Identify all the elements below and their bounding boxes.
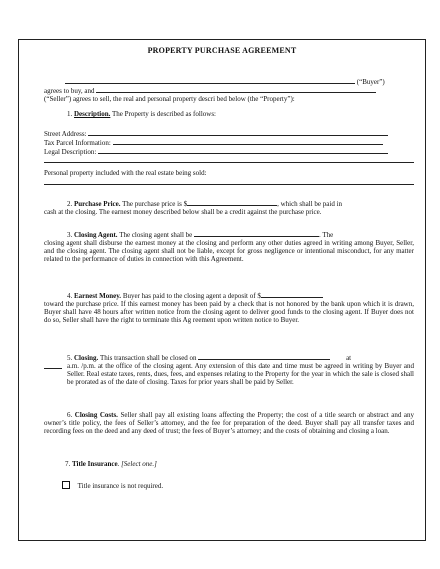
section-6-number: 6. [67, 411, 73, 419]
section-4-number: 4. [67, 292, 73, 300]
street-address-field[interactable] [88, 129, 388, 136]
section-3-text-b: . The [319, 231, 334, 239]
section-2-number: 2. [67, 200, 73, 208]
street-address-row [44, 129, 388, 138]
section-6-text: Seller shall pay all existing loans affecting the Property; the cost of a title search or abstract and any owner’s title policy, the fees of Seller’s attorney, and the fee for preparation of the deed. Buyer shall pay all transfer taxes and recording fees on the deed and any deed of trust; the fees of Buyer’s attorney; and the costs of obtaining and closing a loan. [44, 411, 415, 435]
section-3-text-a: The closing agent shall be [119, 231, 193, 239]
section-7-number: 7. [65, 460, 71, 468]
section-6-body [44, 411, 414, 435]
section-7-select-note: . [Select one.] [117, 460, 157, 468]
section-2-text-b: , which shall be paid in [277, 200, 343, 208]
checkbox-icon[interactable] [62, 481, 70, 489]
legal-description-line-2[interactable] [44, 162, 414, 163]
section-2-title: Purchase Price. [74, 200, 121, 208]
tax-parcel-field[interactable] [113, 138, 383, 145]
seller-line: (“Seller”) agrees to sell, the real and personal property descri bed below (the “Property”): [44, 95, 295, 103]
section-1-heading [67, 110, 216, 118]
section-2-text-a: The purchase price is $ [122, 200, 188, 208]
page-title: PROPERTY PURCHASE AGREEMENT [147, 46, 297, 55]
section-3-number: 3. [67, 231, 73, 239]
section-1-number: 1. [67, 110, 73, 118]
seller-name-field[interactable] [96, 86, 376, 93]
section-7-heading [65, 460, 157, 468]
section-1-title: Description. [74, 110, 111, 118]
title-insurance-option[interactable] [62, 481, 163, 490]
section-5-line-2 [44, 362, 62, 371]
tax-parcel-label: Tax Parcel Information: [44, 139, 111, 147]
section-3-body: closing agent shall disburse the earnest money at the closing and perform any other duties agreed in writing among Buyer, Seller, and the closing agent. The closing agent shall not be liable, except for gross negligence or intentional misconduct, for any matter related to the performance of duties in connection with this Agreement. [44, 239, 414, 263]
legal-description-label: Legal Description: [44, 148, 97, 156]
deposit-field[interactable] [261, 291, 323, 298]
section-5-body: a.m. /p.m. at the office of the closing agent. Any extension of this date and time must be agreed in writing by Buyer and Seller. Real estate taxes, rents, dues, fees, and expenses relating to the Property for the year in which the sale is closed shall be prorated as of the date of closing. Taxes for prior years shall be paid by Seller. [67, 362, 414, 386]
section-3-title: Closing Agent. [74, 231, 118, 239]
section-5-title: Closing. [74, 354, 99, 362]
section-4-text-a: Buyer has paid to the closing agent a deposit of $ [122, 292, 261, 300]
buyer-name-field[interactable] [65, 77, 355, 84]
section-2-line-1 [67, 199, 342, 208]
section-1-text: The Property is described as follows: [111, 110, 216, 118]
agrees-line [44, 86, 376, 95]
closing-agent-field[interactable] [194, 230, 319, 237]
street-address-label: Street Address: [44, 130, 87, 138]
section-5-line-1 [67, 353, 351, 362]
section-4-body: toward the purchase price. If this earnest money has been paid by a check that is not honored by the bank upon which it is drawn, Buyer shall have 48 hours after written notice from the closing agent to deliver good funds to the closing agent. If Buyer does not do so, Seller shall have the right to terminate this Ag reement upon written notice to Buyer. [44, 300, 414, 324]
legal-description-row [44, 147, 388, 156]
closing-date-field[interactable] [198, 353, 330, 360]
section-4-line-1 [67, 291, 323, 300]
title-insurance-option-label: Title insurance is not required. [77, 482, 164, 490]
personal-property-line[interactable] [44, 184, 414, 185]
section-4-title: Earnest Money. [74, 292, 122, 300]
section-5-text-b: at [346, 354, 352, 362]
section-5-text-a: This transaction shall be closed on [99, 354, 197, 362]
buyer-line [65, 77, 385, 86]
document-page [18, 39, 426, 541]
section-5-number: 5. [67, 354, 73, 362]
agrees-text: agrees to buy, and [44, 87, 95, 95]
tax-parcel-row [44, 138, 383, 147]
section-2-line-2: cash at the closing. The earnest money described below shall be a credit against the purchase price. [44, 208, 322, 216]
legal-description-field[interactable] [98, 147, 388, 154]
section-3-line-1 [67, 230, 333, 239]
section-7-title: Title Insurance [72, 460, 118, 468]
closing-time-field[interactable] [44, 362, 62, 369]
purchase-price-field[interactable] [187, 199, 277, 206]
buyer-label: (“Buyer”) [356, 78, 385, 86]
section-6-title: Closing Costs. [74, 411, 118, 419]
personal-property-label: Personal property included with the real estate being sold: [44, 169, 207, 177]
